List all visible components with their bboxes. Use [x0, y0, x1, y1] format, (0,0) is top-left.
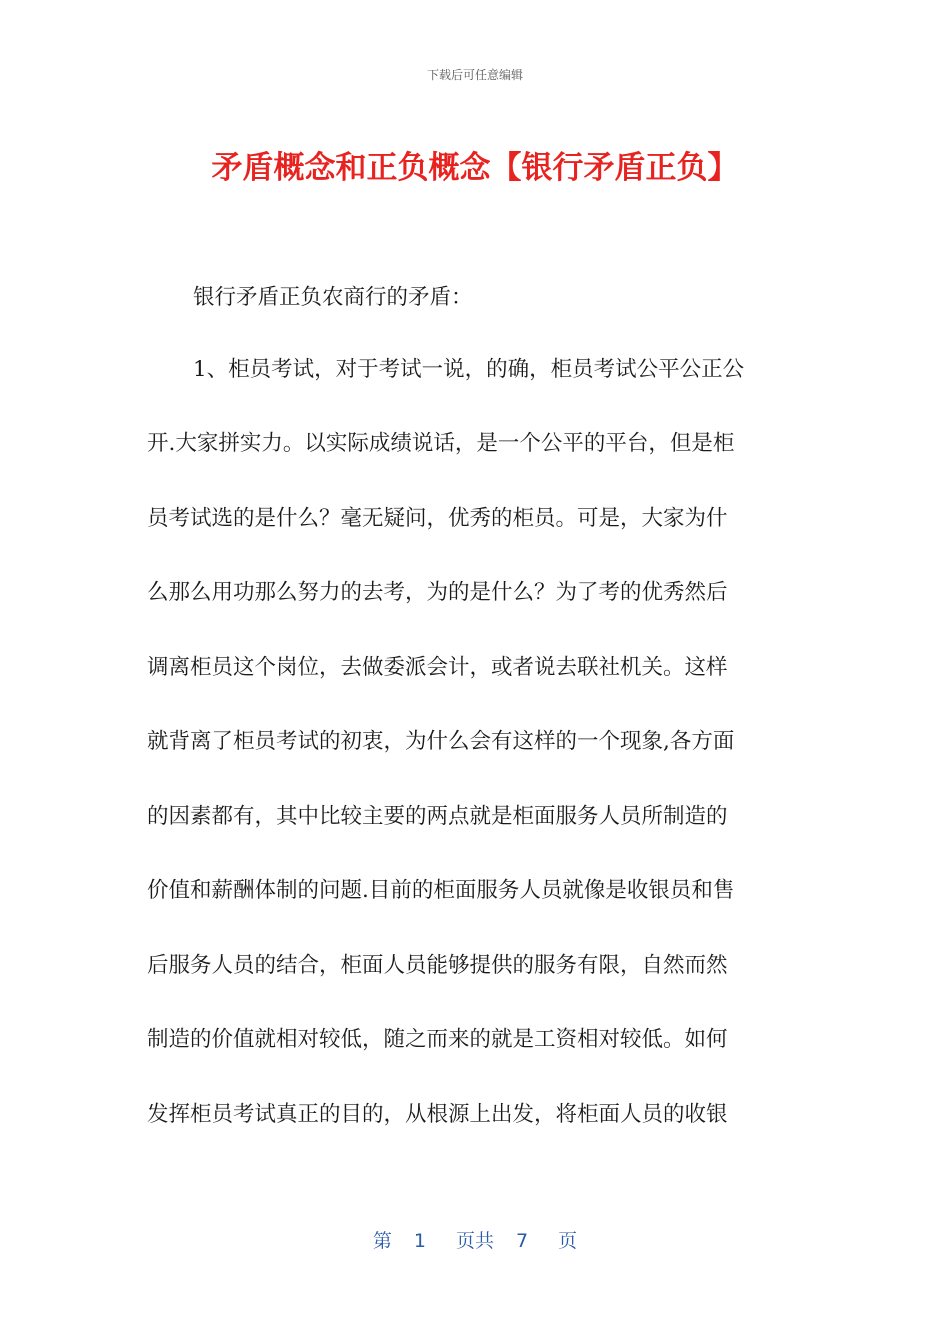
page-footer — [0, 1226, 950, 1253]
paragraph-line: 就背离了柜员考试的初衷，为什么会有这样的一个现象,各方面 — [147, 729, 735, 754]
paragraph-line: 么那么用功那么努力的去考，为的是什么？为了考的优秀然后 — [147, 580, 728, 605]
footer-current-page: 1 — [413, 1230, 426, 1252]
paragraph-line: 银行矛盾正负农商行的矛盾： — [193, 285, 473, 310]
paragraph-line: 价值和薪酬体制的问题.目前的柜面服务人员就像是收银员和售 — [147, 878, 735, 903]
paragraph-line: 开.大家拼实力。以实际成绩说话，是一个公平的平台，但是柜 — [147, 431, 735, 456]
footer-middle: 页共 — [455, 1230, 494, 1252]
paragraph-line: 1、柜员考试，对于考试一说，的确，柜员考试公平公正公 — [193, 357, 745, 382]
paragraph-line: 后服务人员的结合，柜面人员能够提供的服务有限，自然而然 — [147, 953, 728, 978]
footer-suffix: 页 — [558, 1230, 578, 1252]
document-title: 矛盾概念和正负概念【银行矛盾正负】 — [211, 150, 739, 186]
paragraph-line: 发挥柜员考试真正的目的，从根源上出发，将柜面人员的收银 — [147, 1102, 728, 1127]
footer-total-pages: 7 — [516, 1230, 529, 1252]
footer-prefix: 第 — [372, 1230, 392, 1252]
paragraph-line: 的因素都有，其中比较主要的两点就是柜面服务人员所制造的 — [147, 804, 728, 829]
paragraph-line: 制造的价值就相对较低，随之而来的就是工资相对较低。如何 — [147, 1027, 728, 1052]
page-header-note: 下载后可任意编辑 — [426, 68, 523, 82]
paragraph-line: 员考试选的是什么？毫无疑问，优秀的柜员。可是，大家为什 — [147, 506, 728, 531]
paragraph-line: 调离柜员这个岗位，去做委派会计，或者说去联社机关。这样 — [147, 655, 728, 680]
